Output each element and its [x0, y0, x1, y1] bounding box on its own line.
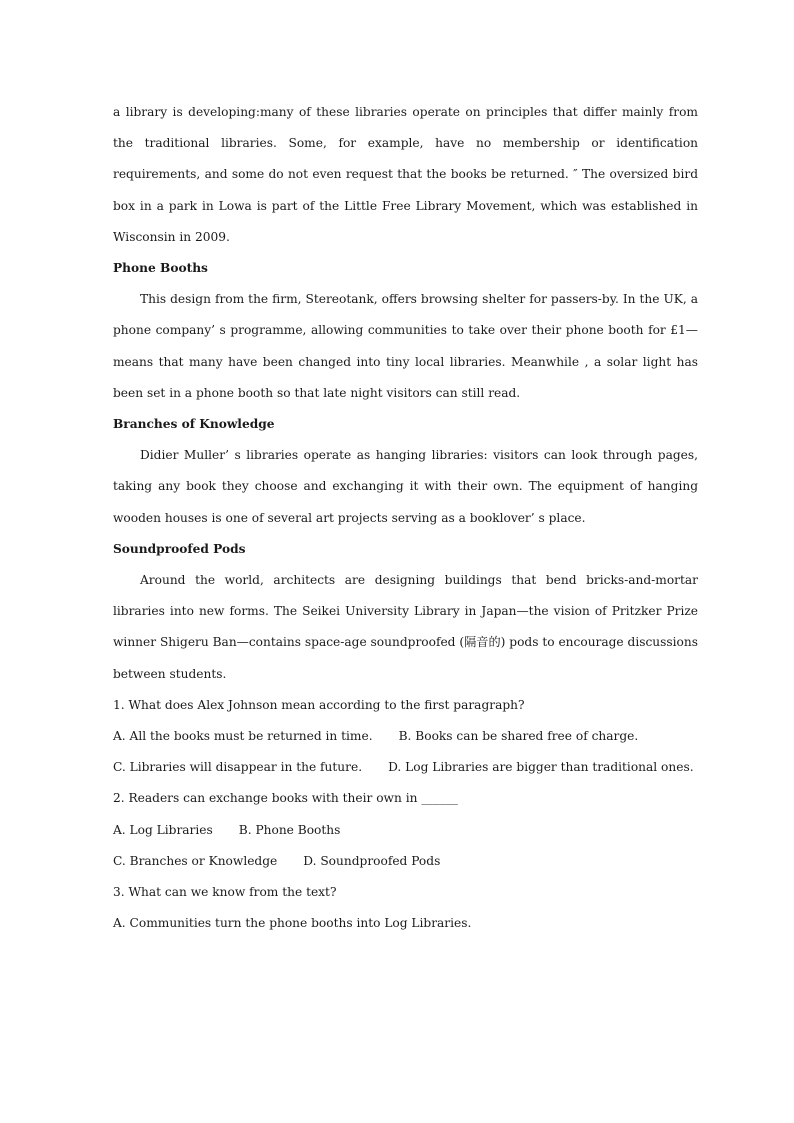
- question-1-options-row-2: [113, 752, 698, 783]
- section-heading-branches-of-knowledge: Branches of Knowledge: [113, 417, 275, 432]
- section-paragraph-soundproofed-pods: Around the world, architects are designing buildings that bend bricks-and-mortar libraries into new forms. The Seikei University Library in Japan—the vision of Pritzker Prize winner Shigeru Ban—contains space-age soundproofed (隔音的) pods to encourage discussions between students.: [113, 573, 698, 681]
- question-1-option-b: B. Books can be shared free of charge.: [398, 729, 639, 744]
- section-paragraph-phone-booths: This design from the firm, Stereotank, offers browsing shelter for passers-by. In the UK, a phone company’ s programme, allowing communities to take over their phone booth for £1— means that many have been changed into tiny local libraries. Meanwhile , a solar light has been set in a phone booth so that late night visitors can still read.: [113, 292, 698, 400]
- question-1-option-c: C. Libraries will disappear in the future.: [113, 760, 363, 775]
- question-3-stem: 3. What can we know from the text?: [113, 885, 337, 900]
- question-2-option-b: B. Phone Booths: [238, 822, 341, 837]
- question-1-options-row-1: [113, 721, 698, 752]
- document-page: [113, 97, 698, 939]
- question-1-option-a: A. All the books must be returned in time.: [113, 729, 373, 744]
- section-paragraph-branches-of-knowledge: Didier Muller’ s libraries operate as hanging libraries: visitors can look through pages, taking any book they choose and exchanging it with their own. The equipment of hanging wooden houses is one of several art projects serving as a booklover’ s place.: [113, 448, 698, 525]
- question-2-option-a: A. Log Libraries: [113, 822, 213, 837]
- question-2-options-row-1: [113, 815, 698, 846]
- question-3-option-a: A. Communities turn the phone booths into Log Libraries.: [113, 916, 472, 931]
- question-2-option-c: C. Branches or Knowledge: [113, 853, 278, 868]
- question-2-stem: 2. Readers can exchange books with their own in ______: [113, 791, 458, 806]
- question-2-options-row-2: [113, 846, 698, 877]
- question-1-option-d: D. Log Libraries are bigger than traditional ones.: [388, 760, 694, 775]
- question-3-options-row-1: [113, 908, 698, 939]
- section-heading-soundproofed-pods: Soundproofed Pods: [113, 541, 246, 556]
- section-heading-phone-booths: Phone Booths: [113, 261, 208, 276]
- question-1-stem: 1. What does Alex Johnson mean according to the first paragraph?: [113, 697, 525, 712]
- intro-paragraph: a library is developing:many of these libraries operate on principles that differ mainly from the traditional libraries. Some, for example, have no membership or identification requirements, and some do not even request that the books be returned. ″ The oversized bird box in a park in Lowa is part of the Little Free Library Movement, which was established in Wisconsin in 2009.: [113, 105, 698, 244]
- question-2-option-d: D. Soundproofed Pods: [303, 853, 441, 868]
